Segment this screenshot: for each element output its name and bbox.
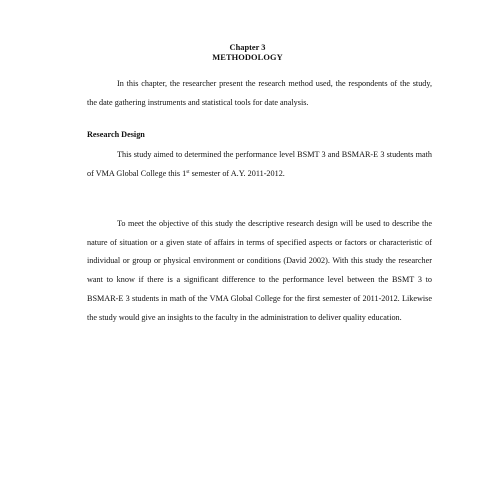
paragraph-text-end: semester of A.Y. 2011-2012.: [189, 168, 285, 178]
ordinal-superscript: st: [186, 169, 190, 175]
chapter-label: Chapter 3: [229, 43, 266, 52]
intro-paragraph: In this chapter, the researcher present the research method used, the respondents of the study, the date gathering instruments and statistical tools for date analysis.: [87, 79, 432, 107]
research-design-paragraph-2: To meet the objective of this study the descriptive research design will be used to describe the nature of situation or a given state of affairs in terms of specified aspects or factors or characteristic of individual or group or physical environment or conditions (David 2002). With this study the researcher want to know if there is a significant difference to the performance level between the BSMT 3 to BSMAR-E 3 students in math of the VMA Global College for the first semester of 2011-2012. Likewise the study would give an insights to the faculty in the administration to deliver quality education.: [87, 219, 432, 322]
paragraph-text: This study aimed to determined the performance level BSMT 3 and BSMAR-E 3 students math of VMA Global College this 1: [87, 150, 432, 178]
research-design-paragraph-1: [87, 146, 432, 183]
section-heading-research-design: Research Design: [87, 130, 145, 139]
chapter-title: METHODOLOGY: [212, 53, 283, 62]
